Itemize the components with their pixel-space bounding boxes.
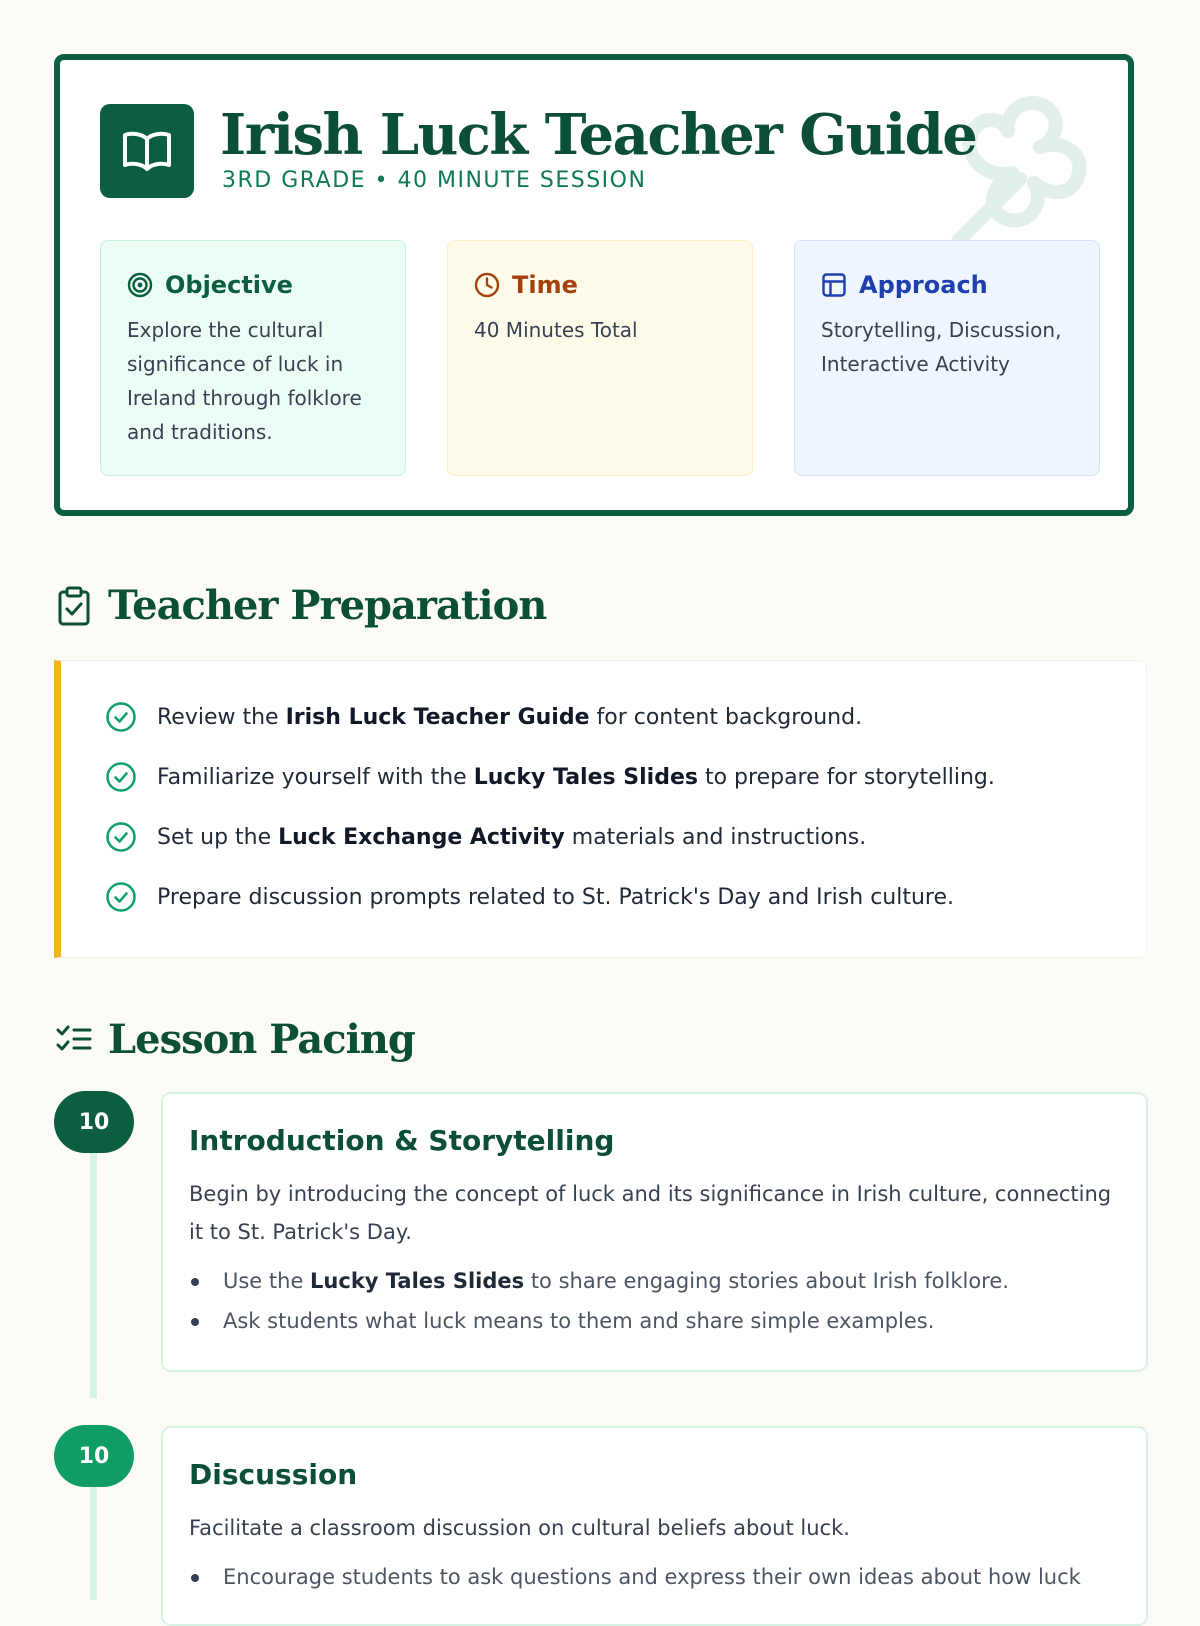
step-bullet: Use the Lucky Tales Slides to share engaging stories about Irish folklore. bbox=[223, 1261, 1120, 1301]
time-card bbox=[447, 240, 753, 476]
approach-card bbox=[794, 240, 1100, 476]
prep-item bbox=[105, 761, 995, 793]
prep-item-text: Familiarize yourself with the Lucky Tales Slides to prepare for storytelling. bbox=[157, 764, 995, 790]
step-bullet: Ask students what luck means to them and share simple examples. bbox=[223, 1301, 1120, 1341]
clipboard-check-icon bbox=[56, 586, 92, 626]
pacing-heading: Lesson Pacing bbox=[108, 1016, 415, 1063]
step-title: Introduction & Storytelling bbox=[189, 1124, 615, 1157]
objective-text: Explore the cultural significance of luck in Ireland through folklore and traditions. bbox=[127, 318, 362, 444]
time-title: Time bbox=[512, 271, 578, 299]
prep-item bbox=[105, 821, 866, 853]
check-circle-icon bbox=[105, 701, 137, 733]
approach-title: Approach bbox=[859, 271, 988, 299]
prep-item-text: Prepare discussion prompts related to St. Patrick's Day and Irish culture. bbox=[157, 884, 955, 910]
time-text: 40 Minutes Total bbox=[474, 318, 638, 342]
objective-card bbox=[100, 240, 406, 476]
list-checks-icon bbox=[56, 1024, 92, 1056]
step-description: Facilitate a classroom discussion on cultural beliefs about luck. bbox=[189, 1516, 850, 1540]
prep-item-text: Review the Irish Luck Teacher Guide for content background. bbox=[157, 704, 863, 730]
approach-text: Storytelling, Discussion, Interactive Activity bbox=[821, 318, 1062, 376]
timeline-connector bbox=[90, 1130, 97, 1398]
check-circle-icon bbox=[105, 761, 137, 793]
check-circle-icon bbox=[105, 881, 137, 913]
pacing-step-card bbox=[161, 1426, 1148, 1626]
prep-item bbox=[105, 881, 954, 913]
step-bullet-list bbox=[189, 1557, 1120, 1597]
pacing-step-card bbox=[161, 1092, 1148, 1372]
step-bullet: Encourage students to ask questions and express their own ideas about how luck bbox=[223, 1557, 1120, 1597]
preparation-header bbox=[56, 582, 546, 629]
target-icon bbox=[127, 272, 153, 298]
book-open-icon bbox=[100, 104, 194, 198]
check-circle-icon bbox=[105, 821, 137, 853]
prep-item-text: Set up the Luck Exchange Activity materials and instructions. bbox=[157, 824, 867, 850]
minutes-badge: 10 bbox=[54, 1091, 134, 1153]
clock-icon bbox=[474, 272, 500, 298]
preparation-heading: Teacher Preparation bbox=[108, 582, 547, 629]
step-title: Discussion bbox=[189, 1458, 358, 1491]
page-subtitle: 3RD GRADE • 40 MINUTE SESSION bbox=[222, 168, 647, 193]
step-bullet-list bbox=[189, 1261, 1120, 1341]
minutes-badge: 10 bbox=[54, 1425, 134, 1487]
pacing-header bbox=[56, 1016, 415, 1063]
prep-item bbox=[105, 701, 862, 733]
preparation-card bbox=[54, 660, 1147, 958]
layout-icon bbox=[821, 272, 847, 298]
page-title: Irish Luck Teacher Guide bbox=[220, 102, 977, 168]
step-description: Begin by introducing the concept of luck and its significance in Irish culture, connecting it to St. Patrick's Day. bbox=[189, 1182, 1112, 1244]
objective-title: Objective bbox=[165, 271, 293, 299]
